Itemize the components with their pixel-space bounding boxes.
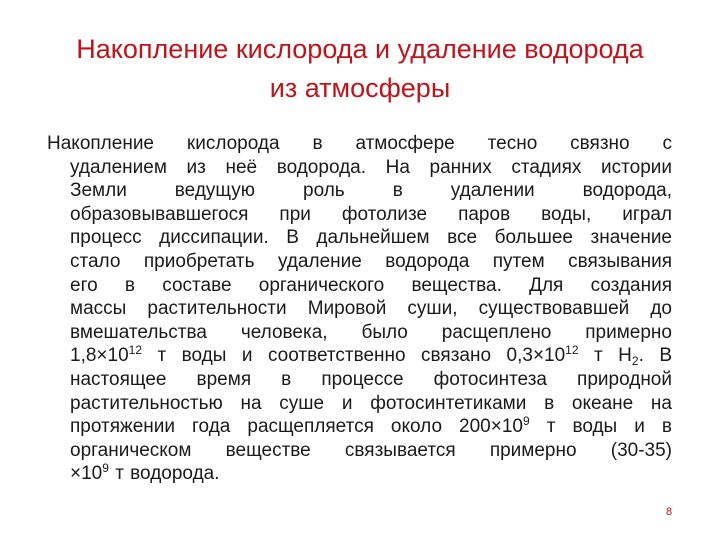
slide-body-text: [47, 132, 672, 486]
superscript: 9: [102, 461, 109, 476]
body-line: настоящее время в процессе фотосинтеза природной: [70, 368, 672, 390]
body-line: его в составе органического вещества. Для создания: [70, 274, 672, 296]
body-line: массы растительности Мировой суши, существовавшей до: [70, 298, 672, 320]
formula-text: т водорода.: [108, 463, 220, 485]
body-line: процесс диссипации. В дальнейшем все большее значение: [70, 227, 672, 249]
body-line: стало приобретать удаление водорода путем связывания: [70, 250, 672, 272]
superscript: 12: [565, 343, 579, 358]
formula-text: ×10: [70, 463, 103, 485]
superscript: 9: [522, 414, 530, 429]
body-line: органическом веществе связывается примерно (30-35): [70, 439, 672, 461]
body-line: Накопление кислорода в атмосфере тесно связно с: [47, 133, 672, 154]
body-line: растительностью на суше и фотосинтетиками в океане на: [70, 392, 672, 414]
body-line: вмешательства человека, было расщеплено примерно: [70, 321, 672, 343]
formula-text: 1,8×10: [70, 345, 129, 367]
formula-text: т воды и соответственно связано 0,3×10: [142, 345, 566, 367]
body-line-formula: [47, 415, 672, 439]
body-line-formula: [47, 462, 672, 486]
title-line-2: из атмосферы: [269, 73, 451, 103]
formula-text: . В: [638, 345, 672, 367]
title-line-1: Накопление кислорода и удаление водорода: [76, 34, 644, 64]
page-number: 8: [666, 506, 673, 518]
formula-text: т Н: [578, 345, 632, 367]
slide-title: [40, 30, 680, 108]
body-line: удалением из неё водорода. На ранних стадиях истории: [70, 156, 672, 178]
formula-text: протяжении года расщепляется около 200×10: [70, 416, 523, 438]
body-line: образовывавшегося при фотолизе паров воды, играл: [70, 203, 672, 225]
subscript: 2: [631, 354, 639, 369]
formula-text: т воды и в: [529, 416, 672, 438]
superscript: 12: [128, 343, 143, 358]
body-line-formula: [47, 344, 672, 368]
body-line: Земли ведущую роль в удалении водорода,: [70, 180, 672, 202]
